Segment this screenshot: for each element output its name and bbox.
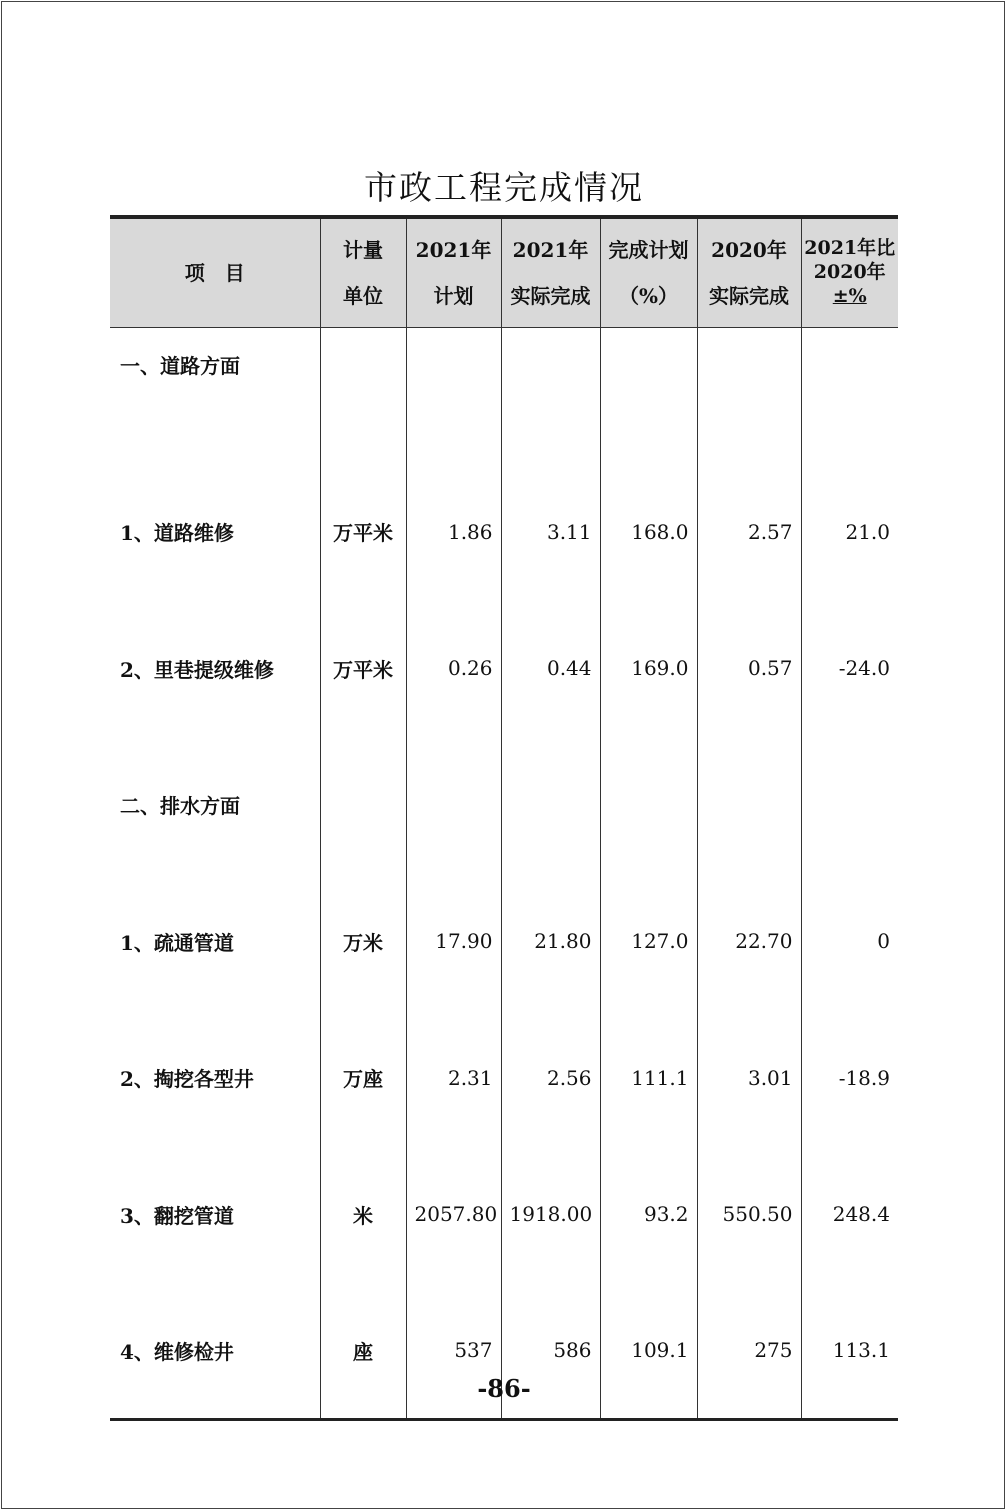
table-body (110, 327, 898, 1419)
header-pct (600, 217, 697, 327)
cell-unit: 米 (320, 1146, 406, 1283)
cell-plan: 1.86 (406, 464, 501, 601)
cell-compare: 21.0 (801, 464, 898, 601)
cell-plan: 17.90 (406, 873, 501, 1010)
cell-compare (801, 327, 898, 464)
data-table-container (110, 215, 898, 1421)
cell-plan: 537 (406, 1283, 501, 1420)
cell-prev: 550.50 (697, 1146, 801, 1283)
cell-pct (600, 327, 697, 464)
header-compare-line2: 2020年 (813, 260, 886, 283)
cell-actual (501, 327, 600, 464)
header-pct-line2: （%） (618, 283, 678, 308)
cell-plan (406, 327, 501, 464)
cell-pct: 111.1 (600, 1010, 697, 1147)
table-row (110, 327, 898, 464)
cell-plan: 2057.80 (406, 1146, 501, 1283)
header-compare (801, 217, 898, 327)
cell-compare: 113.1 (801, 1283, 898, 1420)
header-unit-line1: 计量 (343, 237, 383, 262)
cell-item: 1、疏通管道 (120, 930, 234, 955)
cell-plan (406, 737, 501, 874)
cell-unit: 万平米 (320, 600, 406, 737)
cell-item: 二、排水方面 (120, 794, 240, 819)
cell-compare: -18.9 (801, 1010, 898, 1147)
cell-pct: 109.1 (600, 1283, 697, 1420)
cell-item: 3、翻挖管道 (120, 1203, 234, 1228)
cell-item: 2、里巷提级维修 (120, 657, 274, 682)
cell-actual: 1918.00 (501, 1146, 600, 1283)
cell-prev (697, 737, 801, 874)
cell-actual (501, 737, 600, 874)
cell-unit (320, 327, 406, 464)
page-number: -86- (477, 1374, 531, 1403)
page-title: 市政工程完成情况 (364, 168, 644, 208)
header-actual-line2: 实际完成 (510, 283, 591, 308)
cell-prev: 22.70 (697, 873, 801, 1010)
cell-actual: 3.11 (501, 464, 600, 601)
table-header (110, 217, 898, 327)
cell-actual: 586 (501, 1283, 600, 1420)
cell-compare (801, 737, 898, 874)
header-prev-line2: 实际完成 (709, 283, 789, 308)
cell-pct: 168.0 (600, 464, 697, 601)
header-plan-line2: 计划 (433, 283, 474, 308)
header-plan-line1: 2021年 (415, 237, 492, 262)
cell-unit: 座 (320, 1283, 406, 1420)
cell-compare: 248.4 (801, 1146, 898, 1283)
cell-unit: 万米 (320, 873, 406, 1010)
header-compare-line3: ±% (832, 284, 867, 307)
table-row (110, 1010, 898, 1147)
cell-unit: 万平米 (320, 464, 406, 601)
cell-pct: 127.0 (600, 873, 697, 1010)
cell-prev (697, 327, 801, 464)
cell-plan: 2.31 (406, 1010, 501, 1147)
header-item: 项 目 (110, 217, 320, 327)
cell-plan: 0.26 (406, 600, 501, 737)
cell-prev: 0.57 (697, 600, 801, 737)
table-row (110, 873, 898, 1010)
table-row (110, 600, 898, 737)
header-compare-line1: 2021年比 (804, 237, 896, 260)
cell-pct: 169.0 (600, 600, 697, 737)
table-row (110, 464, 898, 601)
cell-prev: 275 (697, 1283, 801, 1420)
cell-item: 一、道路方面 (120, 353, 240, 378)
header-actual (501, 217, 600, 327)
cell-pct: 93.2 (600, 1146, 697, 1283)
header-actual-line1: 2021年 (512, 237, 589, 262)
cell-pct (600, 737, 697, 874)
cell-actual: 2.56 (501, 1010, 600, 1147)
cell-prev: 2.57 (697, 464, 801, 601)
header-unit-line2: 单位 (343, 283, 383, 308)
cell-item: 4、维修检井 (120, 1339, 234, 1364)
header-prev (697, 217, 801, 327)
header-pct-line1: 完成计划 (608, 237, 689, 262)
cell-unit (320, 737, 406, 874)
header-prev-line1: 2020年 (711, 237, 787, 262)
table-row (110, 1146, 898, 1283)
cell-compare: -24.0 (801, 600, 898, 737)
cell-item: 1、道路维修 (120, 521, 234, 546)
header-unit (320, 217, 406, 327)
cell-item: 2、掏挖各型井 (120, 1067, 254, 1092)
municipal-works-table (110, 215, 898, 1421)
header-plan (406, 217, 501, 327)
cell-prev: 3.01 (697, 1010, 801, 1147)
table-row (110, 737, 898, 874)
cell-unit: 万座 (320, 1010, 406, 1147)
cell-actual: 21.80 (501, 873, 600, 1010)
cell-actual: 0.44 (501, 600, 600, 737)
cell-compare: 0 (801, 873, 898, 1010)
